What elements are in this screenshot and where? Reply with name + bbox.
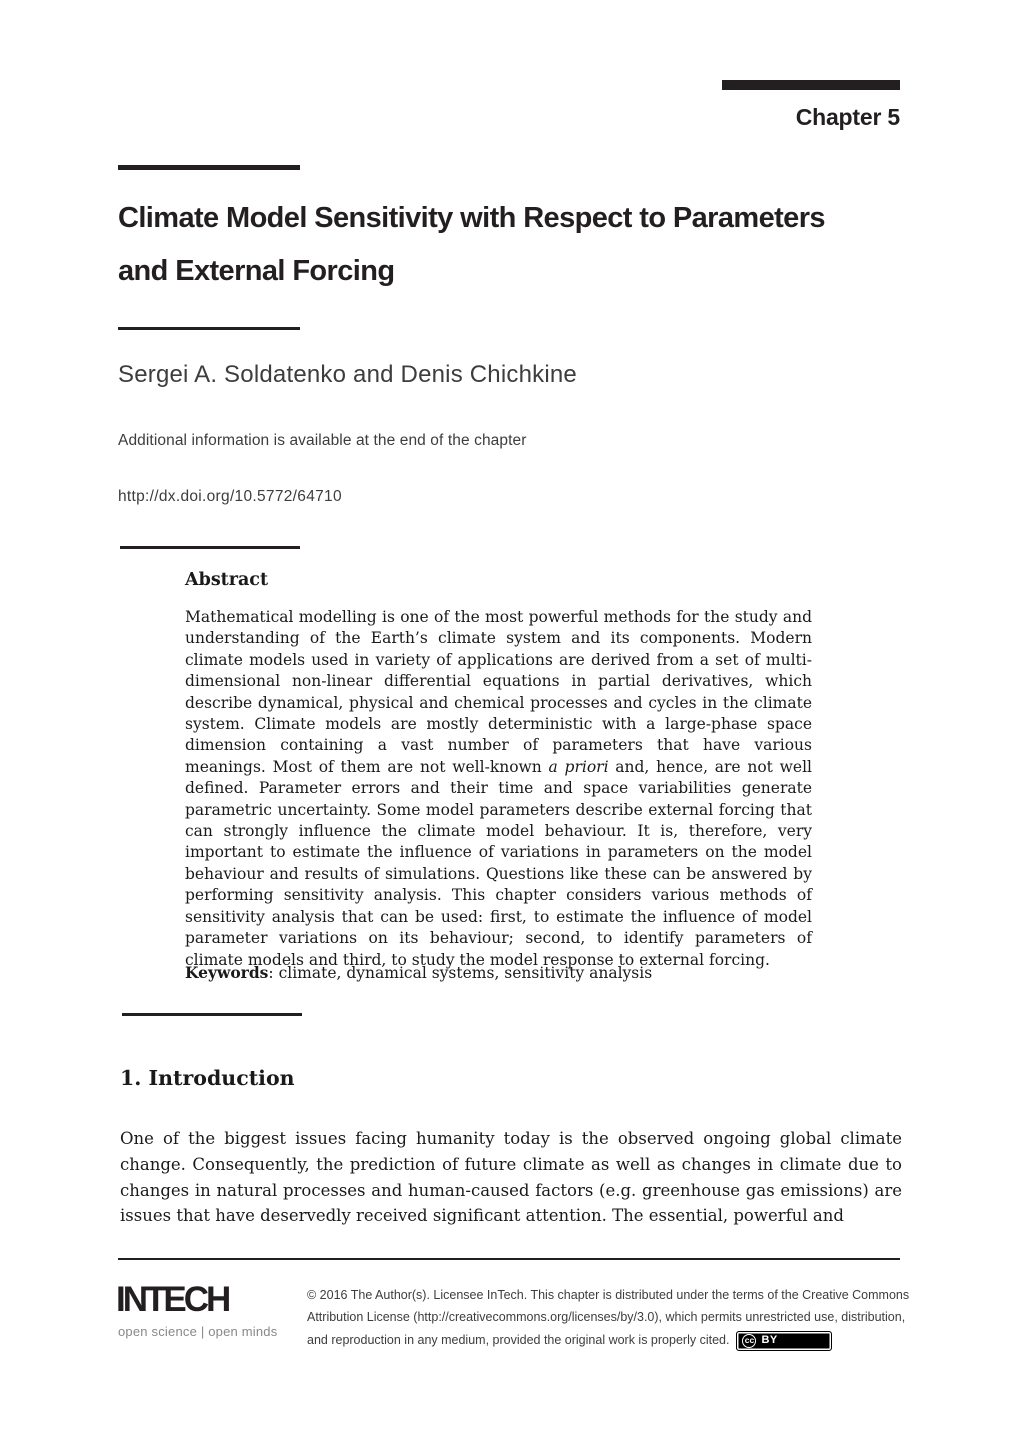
abstract-rule [120, 546, 300, 549]
introduction-heading: 1. Introduction [120, 1066, 295, 1090]
chapter-label: Chapter 5 [795, 104, 900, 130]
keywords-label: Keywords [185, 963, 269, 982]
cc-by-badge[interactable] [736, 1331, 832, 1351]
intech-logo: INTECH [116, 1280, 229, 1319]
additional-info-note: Additional information is available at the end of the chapter [118, 432, 527, 449]
keywords-text: : climate, dynamical systems, sensitivity analysis [268, 964, 653, 982]
authors: Sergei A. Soldatenko and Denis Chichkine [118, 361, 577, 388]
authors-rule [118, 327, 300, 330]
abstract-text-italic: a priori [548, 757, 609, 776]
introduction-paragraph: One of the biggest issues facing humanity today is the observed ongoing global climate change. Consequently, the prediction of future climate as well as changes in climate due to changes in natural processes and human-caused factors (e.g. greenhouse gas emissions) are issues that have deservedly received significant attention. The essential, powerful and [120, 1129, 902, 1226]
license-text-body: © 2016 The Author(s). Licensee InTech. This chapter is distributed under the terms of the Creative Commons Attribution License (http://creativecommons.org/licenses/by/3.0), which permits unrestricted use, distribution, and reproduction in any medium, provided the original work is properly cited. [307, 1288, 910, 1347]
license-text [307, 1284, 925, 1351]
chapter-title-line1: Climate Model Sensitivity with Respect to Parameters [118, 202, 825, 234]
chapter-header-bar [722, 80, 900, 90]
abstract-text-after: and, hence, are not well defined. Parameter errors and their time and space variabilities generate parametric uncertainty. Some model parameters describe external forcing that can strongly influence the climate model behaviour. It is, therefore, very important to estimate the influence of variations in parameters on the model behaviour and results of simulations. Questions like these can be answered by performing sensitivity analysis. This chapter considers various methods of sensitivity analysis that can be used: first, to estimate the influence of model parameter variations on its behaviour; second, to identify parameters of climate models and third, to study the model response to external forcing. [185, 757, 812, 969]
title-rule [118, 165, 300, 170]
doi-link[interactable]: http://dx.doi.org/10.5772/64710 [118, 488, 342, 505]
cc-icon: cc [742, 1334, 756, 1348]
section-divider-rule [122, 1013, 302, 1016]
abstract-heading: Abstract [185, 570, 269, 590]
intech-tagline: open science | open minds [118, 1324, 278, 1339]
cc-by-label: BY [761, 1334, 778, 1347]
chapter-title-line2: and External Forcing [118, 255, 395, 287]
keywords-line [185, 963, 812, 982]
footer-rule [118, 1258, 900, 1260]
abstract-text-before: Mathematical modelling is one of the most powerful methods for the study and understanding of the Earth’s climate system and its components. Modern climate models used in variety of applications are derived from a set of multi-dimensional non-linear differential equations in partial derivatives, which describe dynamical, physical and chemical processes and cycles in the climate system. Climate models are mostly deterministic with a large-phase space dimension containing a vast number of parameters that have various meanings. Most of them are not well-known [185, 608, 812, 776]
abstract-body [185, 607, 812, 971]
chapter-title [118, 192, 918, 298]
